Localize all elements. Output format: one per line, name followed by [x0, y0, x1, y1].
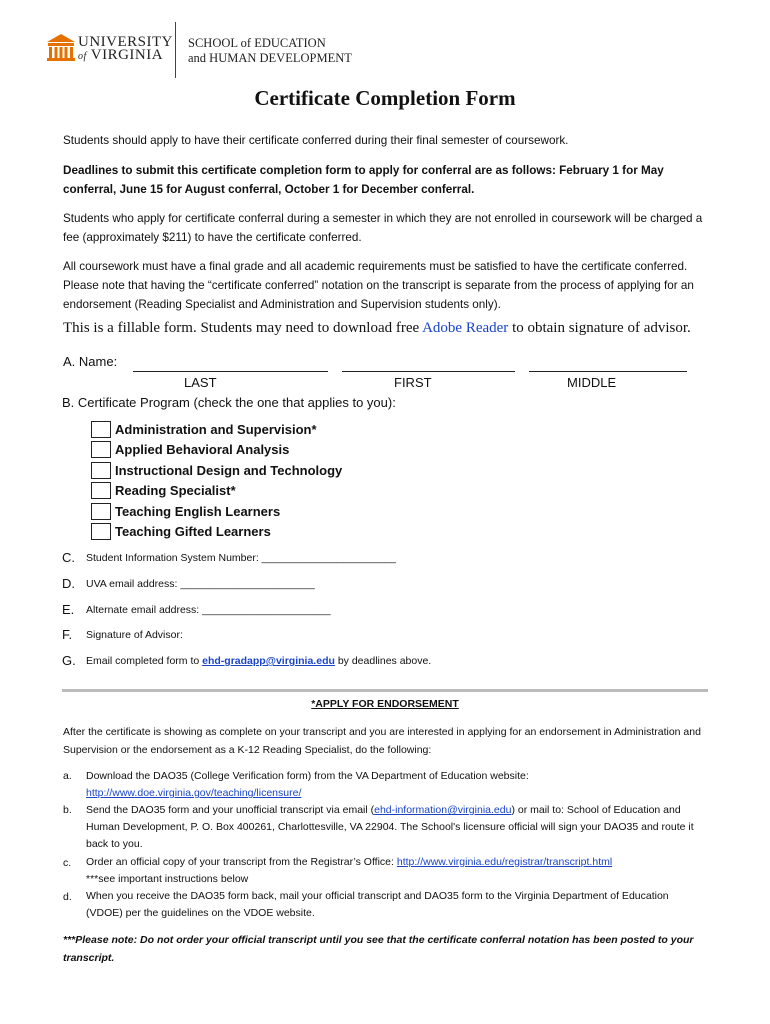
endorsement-intro: After the certificate is showing as complete on your transcript and you are interested in applying for an endorsement in Administration and Supervision or the endorsement as a K-12 Reading Specialist, do the following:: [63, 726, 701, 756]
transcript-warning-note: ***Please note: Do not order your official transcript until you see that the certificate conferral notation has been posted to your transcript.: [63, 934, 694, 964]
item-e-letter: E.: [62, 602, 75, 617]
step-d-text: When you receive the DAO35 form back, mail your official transcript and DAO35 form to the Virginia Department of Education (VDOE) per the guidelines on the VDOE website.: [86, 890, 669, 920]
option-administration-supervision: Administration and Supervision*: [115, 422, 317, 437]
step-c-note: ***see important instructions below: [86, 873, 249, 886]
university-line2: VIRGINIA: [90, 47, 164, 63]
advisor-signature-field[interactable]: Signature of Advisor:: [86, 629, 183, 641]
school-wordmark: [188, 36, 352, 66]
name-label: A. Name:: [63, 354, 118, 369]
first-name-input[interactable]: [342, 370, 515, 372]
logo-divider: [175, 22, 176, 78]
email-instructions-text: Email completed form to: [86, 655, 203, 667]
alternate-email-field[interactable]: Alternate email address: ______________________: [86, 604, 331, 616]
fillable-note-text: This is a fillable form. Students may need to download free: [63, 320, 423, 336]
checkbox-instructional-design[interactable]: [91, 462, 111, 479]
deadlines-paragraph: Deadlines to submit this certificate completion form to apply for conferral are as follows: February 1 for May conferral, June 15 for August conferral, October 1 for December conferral.: [63, 164, 664, 196]
step-b: [86, 802, 706, 854]
sis-number-field[interactable]: Student Information System Number: _______________________: [86, 552, 396, 564]
checkbox-applied-behavioral-analysis[interactable]: [91, 441, 111, 458]
endorsement-heading: *APPLY FOR ENDORSEMENT: [311, 698, 459, 710]
step-b-mark: b.: [63, 804, 72, 816]
email-instructions-text-end: by deadlines above.: [334, 655, 432, 667]
fillable-note-text-end: to obtain signature of advisor.: [508, 320, 691, 336]
item-d-letter: D.: [62, 576, 75, 591]
last-label: LAST: [184, 375, 217, 390]
checkbox-administration-supervision[interactable]: [91, 421, 111, 438]
page-title: Certificate Completion Form: [254, 86, 516, 110]
step-c-mark: c.: [63, 857, 72, 869]
program-label: B. Certificate Program (check the one that applies to you):: [62, 395, 396, 410]
option-instructional-design: Instructional Design and Technology: [115, 463, 343, 478]
doe-licensure-link[interactable]: http://www.doe.virginia.gov/teaching/licensure/: [86, 787, 302, 800]
last-name-input[interactable]: [133, 370, 328, 372]
school-line1: SCHOOL of EDUCATION: [188, 36, 326, 50]
intro-paragraph-1: Students should apply to have their certificate conferred during their final semester of coursework.: [63, 134, 569, 147]
item-g-letter: G.: [62, 653, 76, 668]
uva-email-field[interactable]: UVA email address: _______________________: [86, 578, 315, 590]
university-of: of: [78, 51, 87, 62]
registrar-transcript-link[interactable]: http://www.virginia.edu/registrar/transcript.html: [396, 856, 613, 868]
option-teaching-english-learners: Teaching English Learners: [115, 504, 281, 519]
fillable-note: [63, 320, 723, 337]
option-applied-behavioral-analysis: Applied Behavioral Analysis: [115, 442, 290, 457]
university-line1: UNIVERSITY: [78, 34, 173, 50]
gradapp-email-link[interactable]: ehd-gradapp@virginia.edu: [202, 655, 335, 667]
checkbox-reading-specialist[interactable]: [91, 482, 111, 499]
step-c-text: Order an official copy of your transcript from the Registrar’s Office:: [86, 856, 397, 868]
option-reading-specialist: Reading Specialist*: [115, 483, 236, 498]
item-c-letter: C.: [62, 550, 75, 565]
step-a-mark: a.: [63, 770, 72, 782]
email-instructions: [86, 655, 431, 667]
university-wordmark: [78, 36, 173, 63]
option-teaching-gifted-learners: Teaching Gifted Learners: [115, 524, 271, 539]
step-d-mark: d.: [63, 891, 72, 903]
adobe-reader-link[interactable]: Adobe Reader: [422, 320, 509, 336]
step-a: [86, 768, 706, 802]
section-divider: [62, 689, 708, 692]
step-b-text-end: ) or mail to: School of Education and Human Development, P. O. Box 400261, Charlottesville, VA 22904. The School's licensure official will sign your DAO35 and route it back to you.: [86, 804, 694, 851]
item-f-letter: F.: [62, 627, 73, 642]
step-a-text: Download the DAO35 (College Verification form) from the VA Department of Education website:: [86, 770, 529, 782]
middle-label: MIDDLE: [567, 375, 617, 390]
first-label: FIRST: [394, 375, 432, 390]
step-c: [86, 854, 706, 888]
checkbox-teaching-gifted-learners[interactable]: [91, 523, 111, 540]
checkbox-teaching-english-learners[interactable]: [91, 503, 111, 520]
school-line2: and HUMAN DEVELOPMENT: [188, 51, 352, 65]
middle-name-input[interactable]: [529, 370, 687, 372]
step-b-text: Send the DAO35 form and your unofficial transcript via email (: [86, 804, 375, 816]
university-rotunda-logo-icon: [46, 33, 76, 61]
ehd-information-email-link[interactable]: ehd-information@virginia.edu: [374, 804, 512, 816]
coursework-paragraph: All coursework must have a final grade and all academic requirements must be satisfied to have the certificate conferred. Please note that having the “certificate conferred” notation on the transcript is separate from the process of applying for an endorsement (Reading Specialist and Administration and Supervision students only).: [63, 260, 694, 311]
fee-paragraph: Students who apply for certificate conferral during a semester in which they are not enrolled in coursework will be charged a fee (approximately $211) to have the certificate conferred.: [63, 212, 703, 244]
